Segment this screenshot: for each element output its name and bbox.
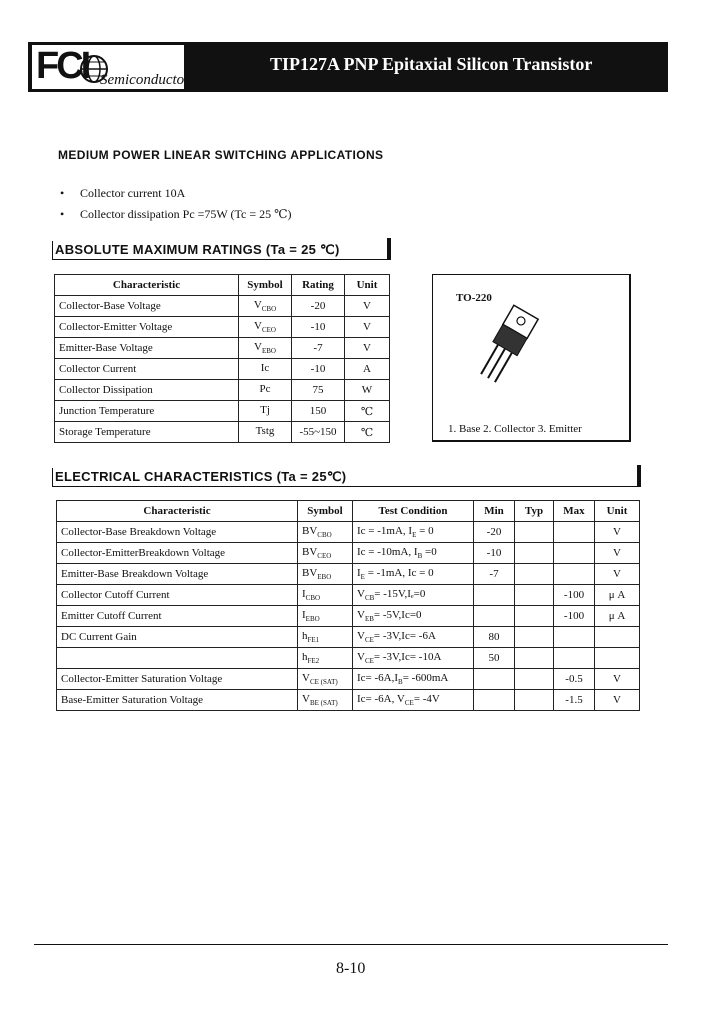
cell-characteristic: Collector-Emitter Voltage — [55, 317, 239, 338]
cell-rating: 150 — [292, 401, 345, 422]
cell-typ — [515, 627, 554, 648]
cell-symbol: $V_{CEO}$ — [239, 317, 292, 338]
abs-max-banner — [52, 241, 387, 260]
cell-test-condition: Ic = -1mA, $I_E = 0$ — [353, 522, 474, 543]
cell-symbol: Tstg — [239, 422, 292, 443]
cell-min — [474, 669, 515, 690]
table-row — [57, 648, 640, 669]
cell-symbol: $BV_{CEO}$ — [298, 543, 353, 564]
cell-unit: V — [595, 543, 640, 564]
cell-min: 80 — [474, 627, 515, 648]
cell-unit — [595, 648, 640, 669]
cell-test-condition: $V_{CB}= -15V,I_e=0$ — [353, 585, 474, 606]
cell-rating: -55~150 — [292, 422, 345, 443]
cell-test-condition: $V_{CE}= -3V,Ic= -6A$ — [353, 627, 474, 648]
cell-unit — [595, 627, 640, 648]
cell-symbol: Pc — [239, 380, 292, 401]
cell-unit: V — [595, 669, 640, 690]
cell-min — [474, 690, 515, 711]
cell-max — [554, 648, 595, 669]
table-row — [57, 627, 640, 648]
col-test-condition: Test Condition — [353, 501, 474, 522]
cell-unit: V — [595, 522, 640, 543]
abs-max-title: ABSOLUTE MAXIMUM RATINGS (Ta = 25 ℃) — [55, 242, 340, 257]
col-rating: Rating — [292, 275, 345, 296]
cell-test-condition: $Ic= -6A,I_B= -600mA$ — [353, 669, 474, 690]
abs-max-table — [54, 274, 390, 443]
cell-unit: V — [595, 564, 640, 585]
cell-min: -10 — [474, 543, 515, 564]
col-characteristic: Characteristic — [55, 275, 239, 296]
table-row — [57, 585, 640, 606]
col-unit: Unit — [595, 501, 640, 522]
cell-max — [554, 627, 595, 648]
cell-unit: V — [345, 317, 390, 338]
cell-typ — [515, 564, 554, 585]
package-pins: 1. Base 2. Collector 3. Emitter — [448, 423, 582, 435]
cell-symbol: $BV_{CBO}$ — [298, 522, 353, 543]
col-symbol: Symbol — [239, 275, 292, 296]
col-typ: Typ — [515, 501, 554, 522]
cell-characteristic: DC Current Gain — [57, 627, 298, 648]
cell-max — [554, 543, 595, 564]
cell-symbol: Tj — [239, 401, 292, 422]
cell-typ — [515, 648, 554, 669]
table-header-row — [57, 501, 640, 522]
cell-symbol: $h_{FE2}$ — [298, 648, 353, 669]
electrical-title: ELECTRICAL CHARACTERISTICS (Ta = 25℃) — [55, 469, 347, 484]
cell-symbol: $h_{FE1}$ — [298, 627, 353, 648]
cell-symbol: $V_{EBO}$ — [239, 338, 292, 359]
cell-unit: μ A — [595, 606, 640, 627]
cell-max: -100 — [554, 606, 595, 627]
cell-test-condition: Ic = -10mA, $I_B =0$ — [353, 543, 474, 564]
cell-symbol: $V_{CE (SAT)}$ — [298, 669, 353, 690]
cell-characteristic: Emitter Cutoff Current — [57, 606, 298, 627]
cell-symbol: $I_{EBO}$ — [298, 606, 353, 627]
cell-characteristic: Emitter-Base Voltage — [55, 338, 239, 359]
col-characteristic: Characteristic — [57, 501, 298, 522]
cell-characteristic — [57, 648, 298, 669]
table-header-row — [55, 275, 390, 296]
cell-characteristic: Collector-Emitter Saturation Voltage — [57, 669, 298, 690]
logo-letters: FCI — [36, 45, 89, 87]
cell-test-condition: $V_{CE}= -3V,Ic= -10A$ — [353, 648, 474, 669]
cell-min — [474, 606, 515, 627]
table-row — [57, 606, 640, 627]
cell-typ — [515, 606, 554, 627]
cell-characteristic: Collector-EmitterBreakdown Voltage — [57, 543, 298, 564]
cell-max — [554, 564, 595, 585]
cell-unit: ℃ — [345, 422, 390, 443]
cell-characteristic: Collector Cutoff Current — [57, 585, 298, 606]
col-symbol: Symbol — [298, 501, 353, 522]
cell-typ — [515, 669, 554, 690]
package-name: TO-220 — [456, 292, 492, 304]
table-row — [55, 338, 390, 359]
to220-package-icon — [470, 300, 550, 400]
col-max: Max — [554, 501, 595, 522]
banner-cap — [637, 465, 641, 487]
table-row — [57, 690, 640, 711]
table-row — [55, 296, 390, 317]
application-heading: MEDIUM POWER LINEAR SWITCHING APPLICATIONS — [58, 148, 384, 162]
cell-characteristic: Collector-Base Breakdown Voltage — [57, 522, 298, 543]
col-min: Min — [474, 501, 515, 522]
cell-unit: V — [345, 296, 390, 317]
cell-characteristic: Emitter-Base Breakdown Voltage — [57, 564, 298, 585]
table-row — [55, 359, 390, 380]
table-row — [57, 564, 640, 585]
cell-test-condition: Ic= -6A, $V_{CE}= -4V$ — [353, 690, 474, 711]
cell-characteristic: Storage Temperature — [55, 422, 239, 443]
page-number: 8-10 — [336, 960, 366, 977]
electrical-table-body — [57, 522, 640, 711]
feature-item — [60, 186, 185, 201]
cell-test-condition: $I_E = -1mA$, Ic = 0 — [353, 564, 474, 585]
cell-characteristic: Collector Current — [55, 359, 239, 380]
cell-max: -1.5 — [554, 690, 595, 711]
cell-test-condition: $V_{EB}= -5V,Ic=0$ — [353, 606, 474, 627]
cell-symbol: $V_{BE (SAT)}$ — [298, 690, 353, 711]
cell-rating: -7 — [292, 338, 345, 359]
cell-typ — [515, 585, 554, 606]
feature-text: Collector dissipation Pc =75W (Tc = 25 ℃) — [80, 207, 292, 221]
cell-symbol: $V_{CBO}$ — [239, 296, 292, 317]
table-row — [55, 401, 390, 422]
banner-cap — [387, 238, 391, 260]
cell-unit: ℃ — [345, 401, 390, 422]
table-row — [55, 380, 390, 401]
cell-max: -0.5 — [554, 669, 595, 690]
cell-symbol: Ic — [239, 359, 292, 380]
logo-subtitle: Semiconductor — [100, 72, 190, 88]
table-row — [55, 317, 390, 338]
cell-min: -7 — [474, 564, 515, 585]
cell-min: -20 — [474, 522, 515, 543]
cell-max — [554, 522, 595, 543]
cell-unit: A — [345, 359, 390, 380]
table-row — [57, 522, 640, 543]
electrical-banner — [52, 468, 637, 487]
cell-unit: μ A — [595, 585, 640, 606]
cell-symbol: $I_{CBO}$ — [298, 585, 353, 606]
cell-unit: V — [345, 338, 390, 359]
footer-divider — [34, 944, 668, 945]
cell-characteristic: Collector Dissipation — [55, 380, 239, 401]
electrical-table — [56, 500, 640, 711]
cell-characteristic: Base-Emitter Saturation Voltage — [57, 690, 298, 711]
cell-typ — [515, 543, 554, 564]
page-title: TIP127A PNP Epitaxial Silicon Transistor — [270, 54, 593, 74]
cell-unit: V — [595, 690, 640, 711]
cell-characteristic: Collector-Base Voltage — [55, 296, 239, 317]
cell-rating: -20 — [292, 296, 345, 317]
feature-item — [60, 207, 292, 222]
table-row — [55, 422, 390, 443]
col-unit: Unit — [345, 275, 390, 296]
table-row — [57, 543, 640, 564]
table-row — [57, 669, 640, 690]
cell-min: 50 — [474, 648, 515, 669]
cell-rating: -10 — [292, 317, 345, 338]
cell-symbol: $BV_{EBO}$ — [298, 564, 353, 585]
cell-max: -100 — [554, 585, 595, 606]
cell-rating: -10 — [292, 359, 345, 380]
cell-typ — [515, 690, 554, 711]
cell-rating: 75 — [292, 380, 345, 401]
cell-min — [474, 585, 515, 606]
cell-characteristic: Junction Temperature — [55, 401, 239, 422]
cell-unit: W — [345, 380, 390, 401]
cell-typ — [515, 522, 554, 543]
feature-text: Collector current 10A — [80, 186, 186, 200]
